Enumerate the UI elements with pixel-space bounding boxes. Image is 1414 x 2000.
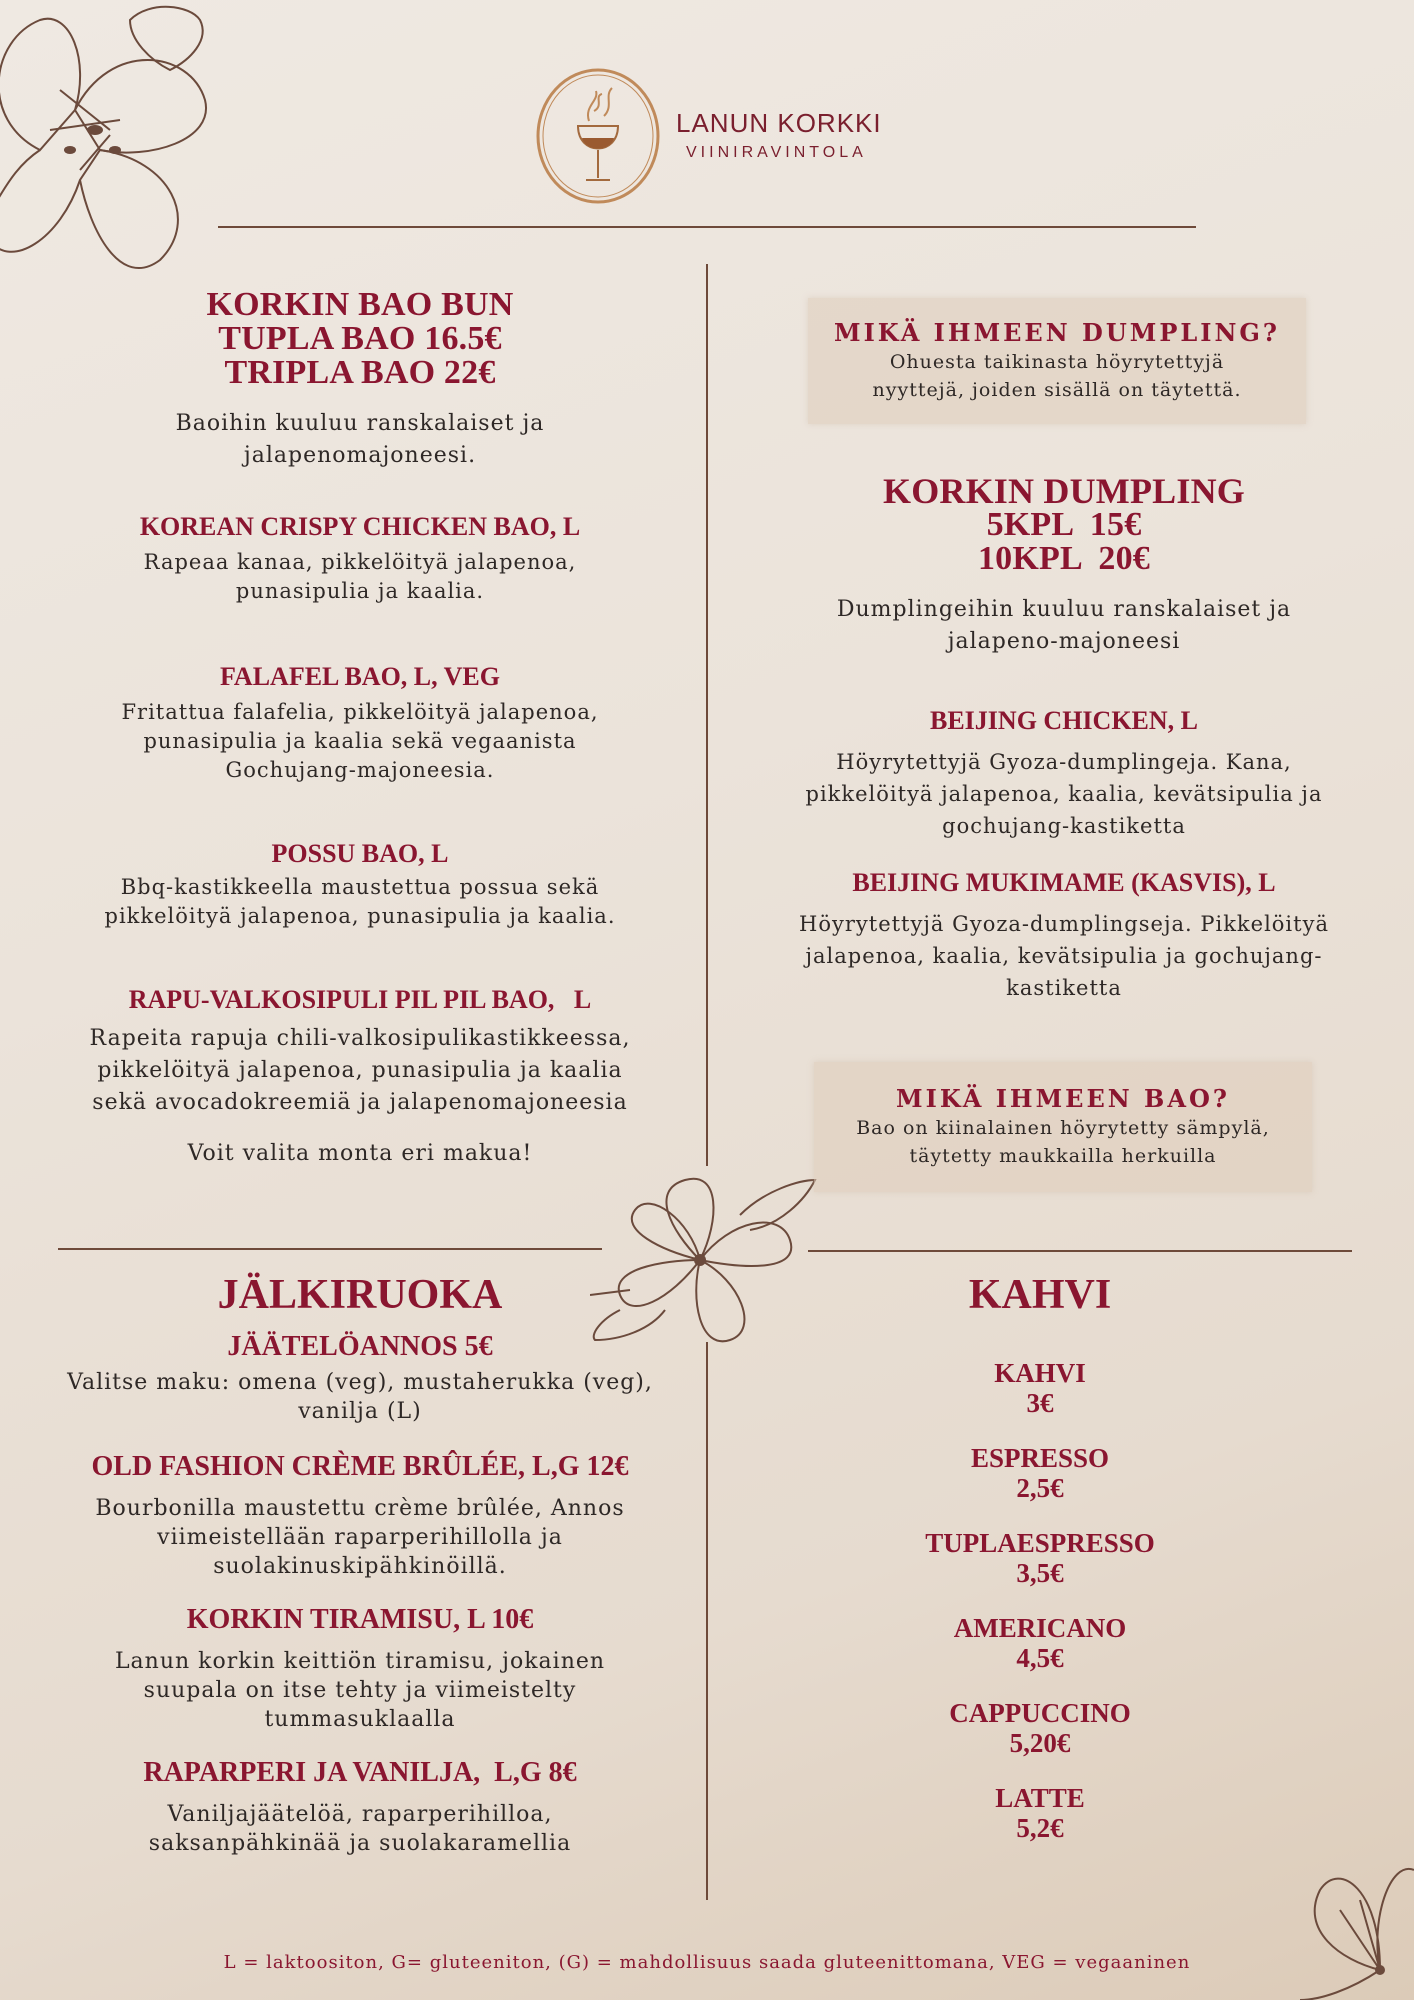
- dumpling-box-text: Ohuesta taikinasta höyrytettyjä: [889, 351, 1225, 373]
- menu-item-desc: suolakinuskipähkinöillä.: [213, 1554, 507, 1579]
- bao-note: Voit valita monta eri makua!: [187, 1141, 533, 1166]
- dumpling-title: [754, 471, 1374, 577]
- menu-item: [30, 1332, 690, 1426]
- bao-box-text: täytetty maukkailla herkuilla: [909, 1145, 1217, 1167]
- dumpling-info-box: [808, 298, 1306, 424]
- divider-vertical-bottom: [706, 1342, 708, 1900]
- menu-item-desc: vanilja (L): [298, 1399, 422, 1424]
- menu-item-desc: Gochujang-majoneesia.: [225, 758, 495, 782]
- menu-item-desc: Höyrytettyjä Gyoza-dumplingseja. Pikkelöityä: [799, 912, 1329, 936]
- coffee-item: [800, 1698, 1280, 1758]
- coffee-item-price: 5,20€: [1009, 1728, 1071, 1758]
- bao-price-tripla: TRIPLA BAO 22€: [224, 354, 496, 391]
- coffee-item-price: 2,5€: [1016, 1473, 1064, 1503]
- brand-logo: [534, 66, 894, 206]
- dumpling-price-10: 10KPL 20€: [977, 540, 1151, 577]
- coffee-item-price: 5,2€: [1016, 1813, 1064, 1843]
- menu-item: [50, 662, 670, 785]
- menu-item: [30, 1758, 690, 1858]
- dumpling-intro-line: Dumplingeihin kuuluu ranskalaiset ja: [836, 597, 1292, 622]
- menu-item-desc: viimeistellään raparperihillolla ja: [157, 1525, 563, 1550]
- coffee-item-name: TUPLAESPRESSO: [925, 1528, 1155, 1558]
- menu-item-desc: gochujang-kastiketta: [942, 814, 1186, 838]
- menu-item-name: OLD FASHION CRÈME BRÛLÉE, L,G 12€: [91, 1451, 629, 1482]
- menu-item-name: JÄÄTELÖANNOS 5€: [227, 1331, 493, 1362]
- dessert-section: [30, 1272, 690, 1858]
- menu-item-desc: sekä avocadokreemiä ja jalapenomajoneesia: [92, 1090, 628, 1115]
- menu-item-desc: pikkelöityä jalapenoa, kaalia, kevätsipulia ja: [805, 782, 1323, 806]
- menu-item-name: POSSU BAO, L: [271, 839, 449, 868]
- menu-item-desc: Valitse maku: omena (veg), mustaherukka (veg),: [67, 1370, 653, 1395]
- menu-item-name: KOREAN CRISPY CHICKEN BAO, L: [139, 512, 581, 541]
- menu-item-desc: Fritattua falafelia, pikkelöityä jalapenoa,: [121, 700, 599, 724]
- brand-name: LANUN KORKKI: [676, 108, 882, 138]
- bao-price-tupla: TUPLA BAO 16.5€: [218, 320, 502, 357]
- footer-legend: L = laktoositon, G= gluteeniton, (G) = mahdollisuus saada gluteenittomana, VEG = vegaaninen: [223, 1952, 1191, 1973]
- menu-item-desc: tummasuklaalla: [264, 1707, 456, 1732]
- menu-item-desc: kastiketta: [1006, 976, 1122, 1000]
- bao-info-box: [814, 1062, 1312, 1192]
- menu-item: [754, 868, 1374, 1004]
- menu-item-desc: punasipulia ja kaalia.: [235, 579, 485, 603]
- coffee-item: [800, 1613, 1280, 1673]
- menu-item: [50, 985, 670, 1119]
- coffee-item-name: CAPPUCCINO: [949, 1698, 1131, 1728]
- bao-title-line: KORKIN BAO BUN: [206, 286, 514, 323]
- menu-item-desc: Rapeita rapuja chili-valkosipulikastikkeessa,: [89, 1026, 631, 1051]
- flower-icon: [0, 0, 260, 290]
- menu-item-desc: Bbq-kastikkeella maustettua possua sekä: [120, 875, 600, 899]
- bao-intro: [50, 408, 670, 472]
- divider-top: [218, 226, 1196, 228]
- menu-item-name: FALAFEL BAO, L, VEG: [219, 662, 501, 691]
- menu-item-desc: Bourbonilla maustettu crème brûlée, Annos: [95, 1496, 625, 1521]
- coffee-item-price: 3,5€: [1016, 1558, 1064, 1588]
- coffee-section: [800, 1272, 1280, 1843]
- coffee-item: [800, 1358, 1280, 1418]
- menu-item-desc: jalapenoa, kaalia, kevätsipulia ja gochujang-: [805, 944, 1323, 968]
- bao-box-title: MIKÄ IHMEEN BAO?: [896, 1084, 1230, 1113]
- coffee-item-price: 3€: [1026, 1388, 1054, 1418]
- menu-item-name: BEIJING CHICKEN, L: [930, 706, 1198, 735]
- menu-item-desc: saksanpähkinää ja suolakaramellia: [148, 1831, 572, 1856]
- menu-item-desc: Rapeaa kanaa, pikkelöityä jalapenoa,: [143, 550, 577, 574]
- menu-item-name: RAPARPERI JA VANILJA, L,G 8€: [143, 1757, 577, 1788]
- menu-item-desc: pikkelöityä jalapenoa, punasipulia ja kaalia.: [104, 904, 616, 928]
- bao-title: [50, 288, 670, 390]
- coffee-item-name: LATTE: [995, 1783, 1085, 1813]
- dumpling-box-title: MIKÄ IHMEEN DUMPLING?: [834, 318, 1280, 347]
- bao-box-text: Bao on kiinalainen höyrytetty sämpylä,: [856, 1117, 1270, 1139]
- bao-intro-line: Baoihin kuuluu ranskalaiset ja: [175, 411, 545, 436]
- brand-subtitle: VIINIRAVINTOLA: [686, 144, 867, 161]
- divider-vertical-top: [706, 264, 708, 1166]
- dumpling-section: [754, 471, 1374, 1004]
- coffee-item: [800, 1443, 1280, 1503]
- menu-item-desc: Vaniljajäätelöä, raparperihilloa,: [167, 1802, 553, 1827]
- coffee-title: KAHVI: [968, 1272, 1112, 1318]
- menu-item-desc: punasipulia ja kaalia sekä vegaanista: [143, 729, 577, 753]
- coffee-item-name: KAHVI: [994, 1358, 1086, 1388]
- wine-glass-logo-icon: [534, 66, 664, 206]
- dumpling-title-line: KORKIN DUMPLING: [883, 471, 1245, 511]
- menu-item: [50, 512, 670, 606]
- bao-intro-line: jalapenomajoneesi.: [243, 443, 477, 468]
- menu-item: [50, 839, 670, 931]
- menu-item-name: RAPU-VALKOSIPULI PIL PIL BAO, L: [128, 985, 592, 1014]
- menu-item: [30, 1605, 690, 1734]
- flower-icon: [1280, 1850, 1414, 2000]
- menu-item: [754, 706, 1374, 842]
- divider-middle-left: [58, 1248, 602, 1250]
- menu-item-desc: Lanun korkin keittiön tiramisu, jokainen: [114, 1649, 606, 1674]
- coffee-item-name: AMERICANO: [953, 1613, 1127, 1643]
- coffee-item-price: 4,5€: [1016, 1643, 1064, 1673]
- dumpling-box-text: nyyttejä, joiden sisällä on täytettä.: [872, 379, 1242, 401]
- dumpling-intro-line: jalapeno-majoneesi: [947, 629, 1181, 654]
- menu-item-name: KORKIN TIRAMISU, L 10€: [186, 1604, 534, 1635]
- menu-item-desc: pikkelöityä jalapenoa, punasipulia ja kaalia: [97, 1058, 623, 1083]
- menu-item: [30, 1452, 690, 1581]
- dessert-title: JÄLKIRUOKA: [217, 1272, 503, 1318]
- menu-item-name: BEIJING MUKIMAME (KASVIS), L: [852, 868, 1276, 897]
- bao-section: [50, 288, 670, 1168]
- dumpling-price-5: 5KPL 15€: [986, 506, 1142, 543]
- menu-item-desc: suupala on itse tehty ja viimeistelty: [143, 1678, 577, 1703]
- coffee-item-name: ESPRESSO: [970, 1443, 1110, 1473]
- divider-middle-right: [808, 1250, 1352, 1252]
- coffee-item: [800, 1783, 1280, 1843]
- coffee-item: [800, 1528, 1280, 1588]
- menu-item-desc: Höyrytettyjä Gyoza-dumplingeja. Kana,: [836, 750, 1292, 774]
